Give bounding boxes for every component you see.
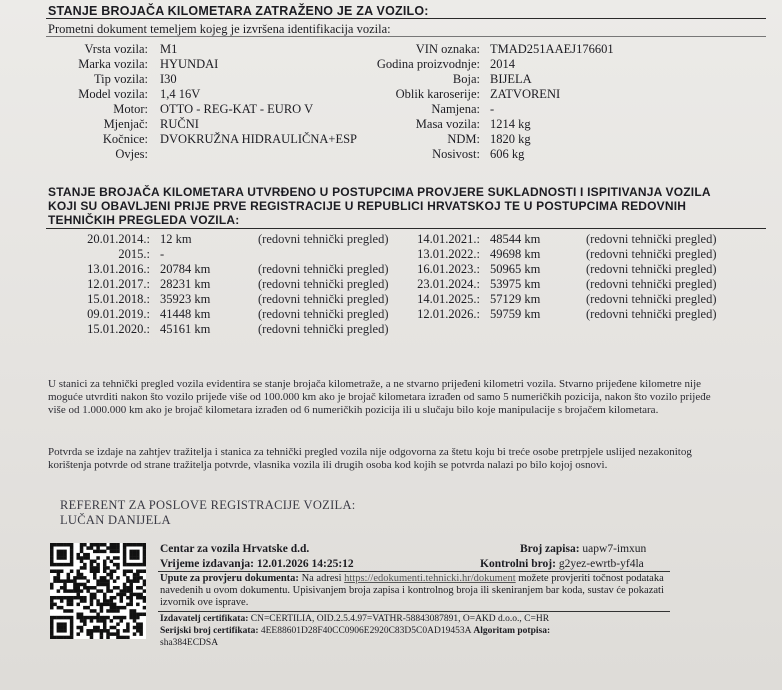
vin-label: VIN oznaka: [415,42,480,56]
odometer-note: (redovni tehnički pregled) [258,277,389,291]
odometer-note: (redovni tehnički pregled) [586,277,717,291]
odometer-date: 20.01.2014.: [87,232,150,246]
vehicle-model-value: 1,4 16V [160,87,201,101]
verify-link[interactable]: https://edokumenti.tehnicki.hr/dokument [344,573,516,584]
color-label: Boja: [452,72,480,86]
odometer-km: 50965 km [490,262,541,276]
odometer-km: 57129 km [490,292,541,306]
odometer-date: 16.01.2023.: [417,262,480,276]
mass-label: Masa vozila: [415,117,480,131]
vehicle-model-label: Model vozila: [78,87,148,101]
qr-code-icon [50,543,146,639]
odometer-date: 2015.: [118,247,150,261]
odometer-date: 15.01.2020.: [87,322,150,336]
verify-pre: Na adresi [301,573,342,584]
control-number [480,558,644,570]
qr-code[interactable] [50,543,146,639]
cert-issuer-label: Izdavatelj certifikata: [160,614,249,624]
purpose-label: Namjena: [431,102,480,116]
odometer-km: 48544 km [490,232,541,246]
odometer-note: (redovni tehnički pregled) [258,262,389,276]
title-divider [46,18,766,19]
issue-time: Vrijeme izdavanja: 12.01.2026 14:25:12 [160,558,354,570]
verify-label: Upute za provjeru dokumenta: [160,573,299,584]
vehicle-gearbox-value: RUČNI [160,117,199,131]
odometer-date: 13.01.2016.: [87,262,150,276]
odometer-date: 15.01.2018.: [87,292,150,306]
vehicle-engine-value: OTTO - REG-KAT - EURO V [160,102,314,116]
odometer-note: (redovni tehnički pregled) [258,232,389,246]
odometer-note: (redovni tehnički pregled) [586,232,717,246]
ndm-label: NDM: [447,132,480,146]
payload-label: Nosivost: [432,147,480,161]
footer-divider [158,571,670,572]
body-label: Oblik karoserije: [395,87,480,101]
odometer-date: 14.01.2021.: [417,232,480,246]
vehicle-make-label: Marka vozila: [78,57,148,71]
page-title: STANJE BROJAČA KILOMETARA ZATRAŽENO JE ZA VOZILO: [48,4,429,18]
odometer-note: (redovni tehnički pregled) [586,292,717,306]
cert-issuer-value: CN=CERTILIA, OID.2.5.4.97=VATHR-58843087891, O=AKD d.o.o., C=HR [250,614,550,624]
odometer-km: 49698 km [490,247,541,261]
control-number-label: Kontrolni broj: [480,558,556,570]
vehicle-brakes-value: DVOKRUŽNA HIDRAULIČNA+ESP [160,132,357,146]
mass-value: 1214 kg [490,117,531,131]
algorithm-label: Algoritam potpisa: [473,626,551,636]
section-divider [46,228,766,229]
vehicle-tip-label: Tip vozila: [93,72,148,86]
ndm-value: 1820 kg [490,132,531,146]
odometer-note: (redovni tehnički pregled) [258,307,389,321]
issuer-org: Centar za vozila Hrvatske d.d. [160,543,310,555]
odometer-km: - [160,247,165,261]
vehicle-type-value: M1 [160,42,178,56]
control-number-value: g2yez-ewrtb-yf4la [558,558,644,570]
odometer-note: (redovni tehnički pregled) [258,292,389,306]
page-subtitle: Prometni dokument temeljem kojeg je izvršena identifikacija vozila: [48,22,391,36]
odometer-note: (redovni tehnički pregled) [586,247,717,261]
vehicle-brakes-label: Kočnice: [102,132,148,146]
verify-post: možete provjeriti točnost podataka navedenih u ovom dokumentu. Upisivanjem broja zapisa i kontrolnog broja ili skeniranjem bar koda, sustav će pokazati izvornik ove isprave. [160,573,664,608]
footer-divider-2 [158,611,670,612]
odometer-km: 59759 km [490,307,541,321]
odometer-date: 23.01.2024.: [417,277,480,291]
cert-issuer [160,613,670,625]
odometer-km: 28231 km [160,277,211,291]
odometer-date: 12.01.2026.: [417,307,480,321]
odometer-date: 13.01.2022.: [417,247,480,261]
referent-name: LUČAN DANIJELA [60,513,171,527]
record-number [520,543,646,555]
purpose-value: - [490,102,495,116]
vehicle-suspension-label: Ovjes: [115,147,148,161]
year-value: 2014 [490,57,515,71]
body-value: ZATVORENI [490,87,561,101]
payload-value: 606 kg [490,147,525,161]
odometer-date: 09.01.2019.: [87,307,150,321]
color-value: BIJELA [490,72,532,86]
vehicle-tip-value: I30 [160,72,177,86]
vehicle-engine-label: Motor: [113,102,148,116]
odometer-note: (redovni tehnički pregled) [586,262,717,276]
odometer-date: 14.01.2025.: [417,292,480,306]
liability-paragraph: Potvrda se izdaje na zahtjev tražitelja i stanica za tehnički pregled vozila nije odgovorna za štetu koju bi treće osobe pretrpjele uslijed nezakonitog korištenja potvrde od strane tražitelja potvrde, vlasnika vozila ili drugih osoba kod kojih se potvrda nalazi po bilo kojoj osnovi. [48,446,692,471]
odometer-km: 12 km [160,232,192,246]
odometer-km: 41448 km [160,307,211,321]
odometer-km: 35923 km [160,292,211,306]
odometer-date: 12.01.2017.: [87,277,150,291]
vehicle-make-value: HYUNDAI [160,57,219,71]
cert-serial-label: Serijski broj certifikata: [160,626,259,636]
odometer-km: 20784 km [160,262,211,276]
referent-title: REFERENT ZA POSLOVE REGISTRACIJE VOZILA: [60,498,356,512]
odometer-km: 53975 km [490,277,541,291]
vehicle-gearbox-label: Mjenjač: [103,117,148,131]
vin-value: TMAD251AAEJ176601 [490,42,614,56]
odometer-note: (redovni tehnički pregled) [586,307,717,321]
verify-instructions [160,573,670,609]
record-number-value: uapw7-imxun [582,543,647,555]
odometer-section-title: STANJE BROJAČA KILOMETARA UTVRĐENO U POSTUPCIMA PROVJERE SUKLADNOSTI I ISPITIVANJA VOZILA KOJI SU OBAVLJENI PRIJE PRVE REGISTRACIJE U REPUBLICI HRVATSKOJ TE U POSTUPCIMA REDOVNIH TEHNIČKIH PREGLEDA VOZILA: [48,185,711,227]
odometer-km: 45161 km [160,322,211,336]
cert-serial [160,625,670,637]
vehicle-type-label: Vrsta vozila: [84,42,148,56]
disclaimer-paragraph: U stanici za tehnički pregled vozila evidentira se stanje brojača kilometraže, a ne stvarno prijeđeni kilometri vozila. Stvarno prijeđene kilometre nije moguće utvrditi nakon što vozilo prijeđe više od 100.000 km ako je brojač kilometara izrađen od samo 5 numeričkih pozicija, nakon što vozilo prijeđe više od 1.000.000 km ako je brojač kilometara izrađen od 6 numeričkih pozicija ili u slučaju bilo koje manipulacije s brojačem kilometara. [48,378,711,416]
odometer-note: (redovni tehnički pregled) [258,322,389,336]
cert-serial-value: 4EE88601D28F40CC0906E2920C83D5C0AD19453A [260,626,471,636]
year-label: Godina proizvodnje: [376,57,480,71]
record-number-label: Broj zapisa: [520,543,580,555]
subtitle-divider [46,36,766,37]
algorithm-value: sha384ECDSA [160,638,219,648]
